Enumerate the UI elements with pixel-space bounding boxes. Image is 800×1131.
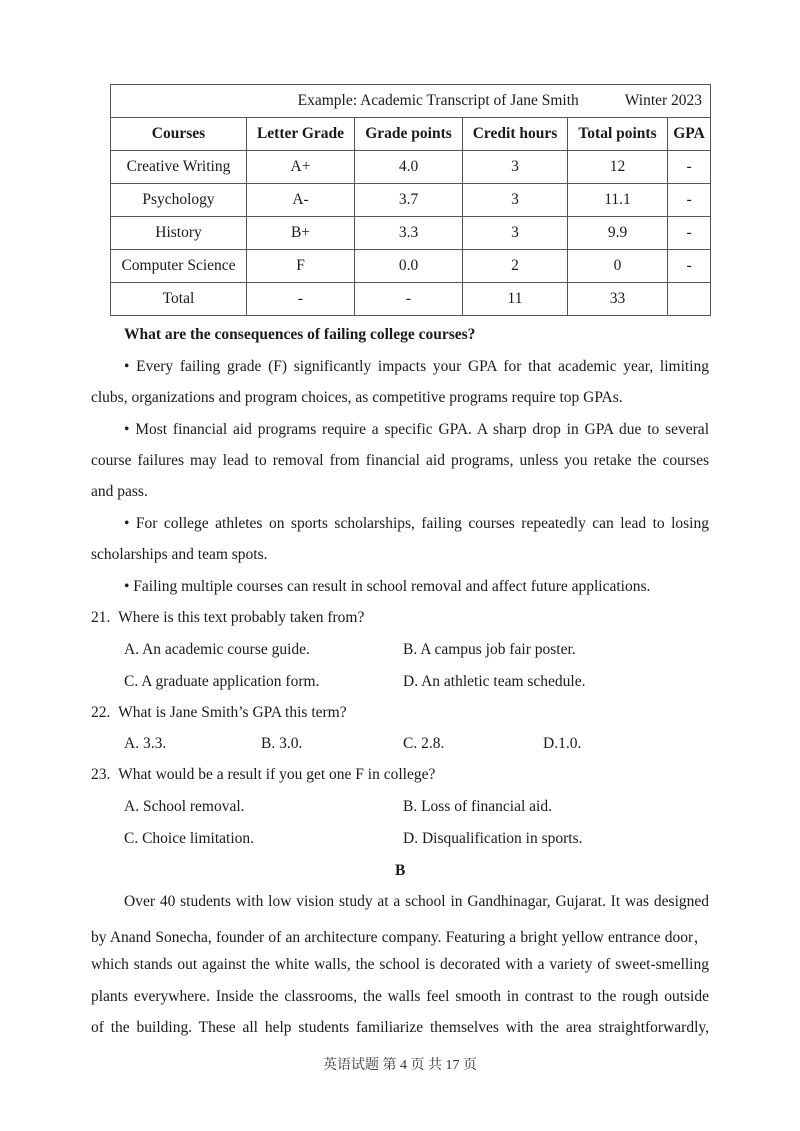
bullet-2-line-3: and pass. [91,483,148,500]
question-number: 21. [91,609,111,626]
section-b-line-4: plants everywhere. Inside the classrooms, the walls feel smooth in contrast to the rough outside [91,988,709,1005]
cell-grade-points: 0.0 [355,250,463,283]
q22-option-b: B. 3.0. [261,735,303,752]
table-row [111,217,711,250]
cell-course: Psychology [111,184,247,217]
q21-option-d: D. An athletic team schedule. [403,673,586,690]
header-letter-grade: Letter Grade [247,118,355,151]
header-courses: Courses [111,118,247,151]
question-number: 22. [91,704,111,721]
table-header-row [111,118,711,151]
bullet-3-line-2: scholarships and team spots. [91,546,268,563]
question-text: What is Jane Smith’s GPA this term? [118,704,347,721]
page-footer: 英语试题 第 4 页 共 17 页 [323,1058,477,1073]
cell-total-points: 12 [568,151,668,184]
cell-letter-grade: F [247,250,355,283]
section-b-line-3: which stands out against the white walls, the school is decorated with a variety of sweet-smelling [91,956,709,973]
header-total-points: Total points [568,118,668,151]
cell-credit-hours: 3 [463,217,568,250]
consequences-heading: What are the consequences of failing college courses? [124,326,476,343]
cell-total-points: 0 [568,250,668,283]
cell-grade-points: - [355,283,463,316]
q22-option-a: A. 3.3. [124,735,167,752]
cell-gpa: - [668,217,711,250]
transcript-term: Winter 2023 [624,92,703,109]
q23-option-b: B. Loss of financial aid. [403,798,552,815]
cell-gpa: - [668,184,711,217]
cell-credit-hours: 3 [463,184,568,217]
transcript-title-row [111,85,711,118]
section-b-line-5: of the building. These all help students familiarize themselves with the area straightforwardly, [91,1019,709,1036]
section-b-line-2: by Anand Sonecha, founder of an architecture company. Featuring a bright yellow entrance door， [91,929,709,946]
bullet-4-line-1: • Failing multiple courses can result in school removal and affect future applications. [124,578,651,595]
q23-option-d: D. Disqualification in sports. [403,830,583,847]
table-row [111,184,711,217]
cell-gpa [668,283,711,316]
bullet-1-line-1: • Every failing grade (F) significantly impacts your GPA for that academic year, limiting [124,358,709,375]
cell-total-points: 33 [568,283,668,316]
question-number: 23. [91,766,111,783]
section-b-label: B [395,862,406,879]
bullet-2-line-1: • Most financial aid programs require a specific GPA. A sharp drop in GPA due to several [124,421,709,438]
q21-option-b: B. A campus job fair poster. [403,641,576,658]
bullet-1-line-2: clubs, organizations and program choices, as competitive programs require top GPAs. [91,389,623,406]
q21-option-a: A. An academic course guide. [124,641,310,658]
transcript-title-text: Example: Academic Transcript of Jane Smith [297,92,579,109]
transcript-table [110,84,711,316]
table-row [111,250,711,283]
q22-option-d: D.1.0. [543,735,582,752]
bullet-2-line-2: course failures may lead to removal from financial aid programs, unless you retake the courses [91,452,709,469]
cell-credit-hours: 3 [463,151,568,184]
table-total-row [111,283,711,316]
cell-total-points: 9.9 [568,217,668,250]
q23-option-a: A. School removal. [124,798,245,815]
header-gpa: GPA [668,118,711,151]
cell-total-points: 11.1 [568,184,668,217]
cell-letter-grade: A+ [247,151,355,184]
cell-gpa: - [668,151,711,184]
question-21 [91,609,364,627]
cell-credit-hours: 11 [463,283,568,316]
cell-grade-points: 3.3 [355,217,463,250]
header-grade-points: Grade points [355,118,463,151]
cell-course: Total [111,283,247,316]
cell-letter-grade: - [247,283,355,316]
q23-option-c: C. Choice limitation. [124,830,255,847]
cell-credit-hours: 2 [463,250,568,283]
question-text: What would be a result if you get one F in college? [118,766,436,783]
table-row [111,151,711,184]
q22-option-c: C. 2.8. [403,735,445,752]
cell-course: History [111,217,247,250]
header-credit-hours: Credit hours [463,118,568,151]
cell-grade-points: 3.7 [355,184,463,217]
question-text: Where is this text probably taken from? [118,609,365,626]
question-22 [91,704,347,722]
cell-course: Computer Science [111,250,247,283]
bullet-3-line-1: • For college athletes on sports scholarships, failing courses repeatedly can lead to losing [124,515,709,532]
cell-gpa: - [668,250,711,283]
cell-course: Creative Writing [111,151,247,184]
cell-letter-grade: B+ [247,217,355,250]
transcript-title [111,85,711,118]
cell-letter-grade: A- [247,184,355,217]
section-b-line-1: Over 40 students with low vision study at a school in Gandhinagar, Gujarat. It was designed [124,893,709,910]
cell-grade-points: 4.0 [355,151,463,184]
q21-option-c: C. A graduate application form. [124,673,320,690]
question-23 [91,766,435,784]
